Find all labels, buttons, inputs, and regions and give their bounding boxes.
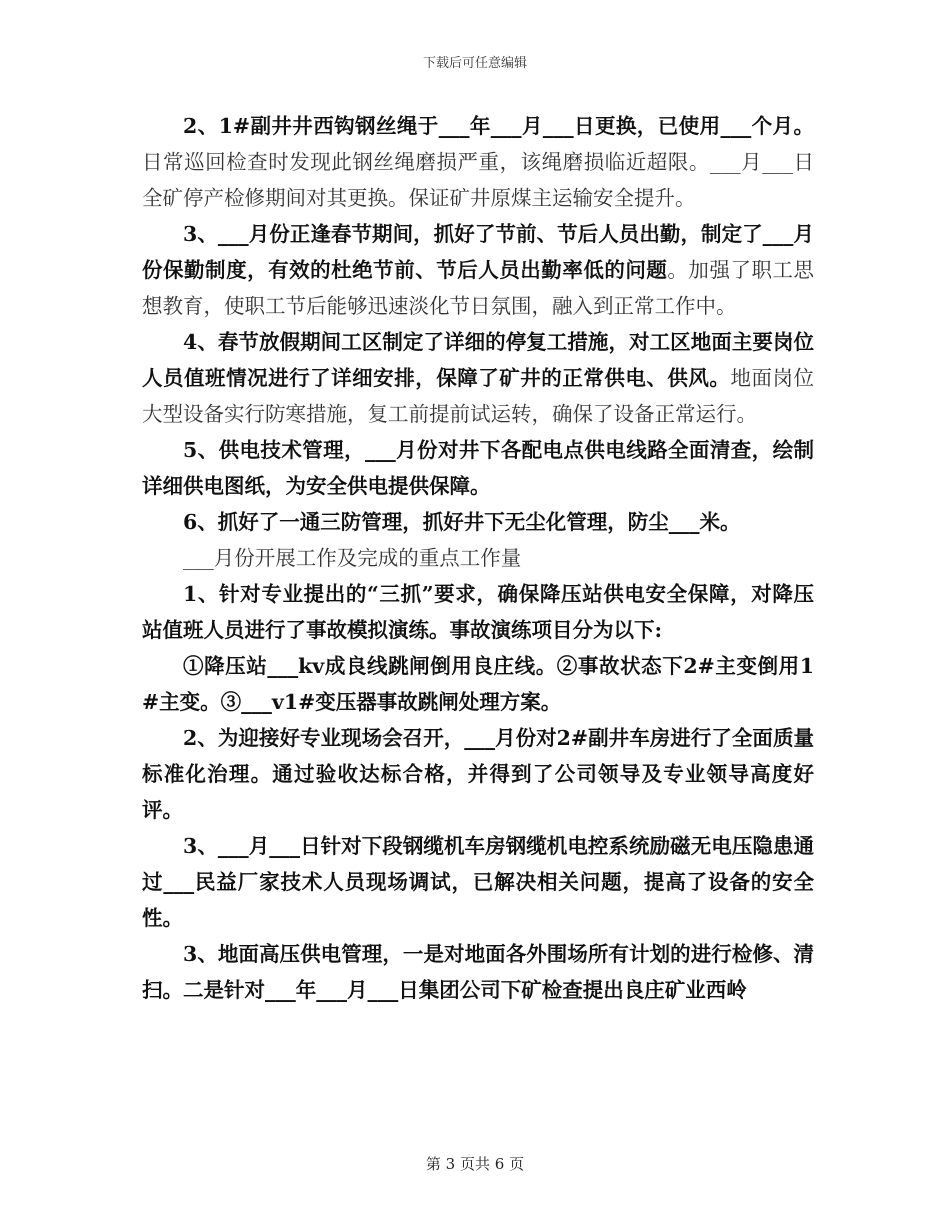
paragraph-7-bold: 1、针对专业提出的“三抓”要求，确保降压站供电安全保障，对降压站值班人员进行了事故模拟演练。事故演练项目分为以下:: [142, 582, 814, 642]
section-heading: [142, 540, 814, 576]
paragraph-2-bold: 3、___月份正逢春节期间，抓好了节前、节后人员出勤，制定了___月份保勤制度，有效的杜绝节前、节后人员出勤率低的问题: [142, 222, 814, 282]
paragraph-10-bold: 3、___月___日针对下段钢缆机车房钢缆机电控系统励磁无电压隐患通过___民益厂家技术人员现场调试，已解决相关问题，提高了设备的安全性。: [142, 834, 814, 930]
paragraph-2-normal: 。加强了职工思想教育，使职工节后能够迅速淡化节日氛围，融入到正常工作中。: [142, 258, 815, 318]
paragraph-4-bold: 5、供电技术管理，___月份对井下各配电点供电线路全面清查，绘制详细供电图纸，为安全供电提供保障。: [142, 438, 814, 498]
document-body: [142, 108, 814, 1008]
paragraph-4: [142, 432, 814, 504]
paragraph-10: [142, 828, 814, 936]
paragraph-3-normal: 地面岗位大型设备实行防寒措施，复工前提前试运转，确保了设备正常运行。: [142, 366, 815, 426]
paragraph-11-bold: 3、地面高压供电管理，一是对地面各外围场所有计划的进行检修、清扫。二是针对___年___月___日集团公司下矿检查提出良庄矿业西岭: [142, 942, 814, 1002]
paragraph-2: [142, 216, 814, 324]
page-footer: 第 3 页共 6 页: [425, 1155, 525, 1173]
paragraph-11: [142, 936, 814, 1008]
paragraph-7: [142, 576, 814, 648]
paragraph-1: [142, 108, 814, 216]
paragraph-1-bold: 2、1#副井井西钩钢丝绳于___年___月___日更换，已使用___个月。: [183, 114, 814, 138]
paragraph-8: [142, 648, 814, 720]
paragraph-3-bold: 4、春节放假期间工区制定了详细的停复工措施，对工区地面主要岗位人员值班情况进行了详细安排，保障了矿井的正常供电、供风。: [142, 330, 814, 390]
paragraph-1-normal: 日常巡回检查时发现此钢丝绳磨损严重，该绳磨损临近超限。___月___日全矿停产检修期间对其更换。保证矿井原煤主运输安全提升。: [142, 150, 814, 210]
paragraph-5: [142, 504, 814, 540]
paragraph-9-bold: 2、为迎接好专业现场会召开，___月份对2#副井车房进行了全面质量标准化治理。通过验收达标合格，并得到了公司领导及专业领导高度好评。: [142, 726, 814, 822]
paragraph-8-bold: ①降压站___kv成良线跳闸倒用良庄线。②事故状态下2#主变倒用1#主变。③___v1#变压器事故跳闸处理方案。: [142, 654, 814, 714]
page-header: 下载后可任意编辑: [422, 56, 527, 71]
paragraph-3: [142, 324, 814, 432]
section-heading-normal: ___月份开展工作及完成的重点工作量: [183, 546, 522, 570]
paragraph-5-bold: 6、抓好了一通三防管理，抓好井下无尘化管理，防尘___米。: [183, 510, 741, 534]
paragraph-9: [142, 720, 814, 828]
